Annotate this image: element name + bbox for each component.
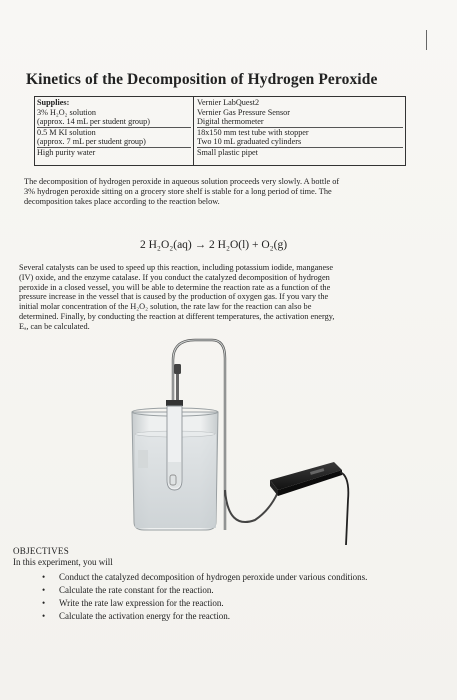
objectives-intro: In this experiment, you will	[13, 557, 113, 567]
supplies-item: (approx. 7 mL per student group)	[37, 137, 191, 148]
objective-text: Write the rate law expression for the reaction.	[59, 598, 224, 608]
paragraph-line: 3% hydrogen peroxide sitting on a grocery store shelf is stable for a long period of time. The	[24, 186, 332, 196]
objective-text: Calculate the rate constant for the reaction.	[59, 585, 214, 595]
supplies-item: (approx. 14 mL per student group)	[37, 117, 191, 128]
bullet: •	[42, 585, 46, 595]
paragraph-line: (IV) oxide, and the enzyme catalase. If you conduct the catalyzed decomposition of hydrogen	[19, 272, 330, 282]
lab-apparatus-illustration	[120, 330, 350, 545]
paragraph-line: pressure increase in the vessel that is caused by the production of oxygen gas. If you vary the	[19, 292, 329, 302]
objectives-list	[42, 571, 367, 623]
supplies-item: Small plastic pipet	[197, 147, 258, 157]
bullet: •	[42, 572, 46, 582]
supplies-item: High purity water	[37, 147, 96, 157]
objective-item	[42, 584, 367, 597]
supplies-item: Digital thermometer	[197, 117, 403, 128]
supplies-item: 3% H₂O₂ solution	[37, 107, 96, 117]
paragraph-line: The decomposition of hydrogen peroxide in aqueous solution proceeds very slowly. A bottle of	[24, 177, 340, 186]
bullet: •	[42, 611, 46, 621]
objective-item	[42, 597, 367, 610]
body-paragraph	[19, 263, 334, 332]
objective-text: Conduct the catalyzed decomposition of hydrogen peroxide under various conditions.	[59, 572, 368, 582]
supplies-table	[34, 96, 406, 166]
supplies-item: 0.5 M KI solution	[37, 127, 96, 137]
paragraph-line: Several catalysts can be used to speed up this reaction, including potassium iodide, manganese	[19, 263, 334, 272]
page-title: Kinetics of the Decomposition of Hydrogen Peroxide	[26, 71, 378, 88]
gas-pressure-sensor	[270, 462, 342, 496]
paragraph-line: initial molar concentration of the H₂O₂ solution, the rate law for the reaction can also be	[19, 302, 312, 312]
supplies-item: Two 10 mL graduated cylinders	[197, 137, 403, 148]
supplies-column-equipment	[194, 97, 405, 165]
objective-item	[42, 571, 367, 584]
intro-paragraph	[24, 177, 339, 206]
paragraph-line: peroxide in a closed vessel, you will be able to determine the reaction rate as a function of the	[19, 282, 331, 292]
sensor-cable	[340, 472, 348, 545]
supplies-item: 18x150 mm test tube with stopper	[197, 127, 309, 137]
bullet: •	[42, 598, 46, 608]
paragraph-line: determined. Finally, by conducting the reaction at different temperatures, the activation energy,	[19, 311, 335, 321]
supplies-heading: Supplies:	[37, 98, 70, 107]
sensor-tubing	[225, 490, 278, 522]
supplies-item: Vernier Gas Pressure Sensor	[197, 107, 290, 117]
paragraph-line: decomposition takes place according to the reaction below.	[24, 196, 220, 206]
test-tube	[166, 400, 183, 490]
paragraph-line: Eₐ, can be calculated.	[19, 321, 90, 331]
objective-text: Calculate the activation energy for the reaction.	[59, 611, 231, 621]
objective-item	[42, 610, 367, 623]
supplies-item: Vernier LabQuest2	[197, 98, 260, 107]
objectives-heading: OBJECTIVES	[13, 546, 70, 556]
margin-mark	[426, 30, 427, 50]
reaction-equation: 2 H₂O₂(aq) → 2 H₂O(l) + O₂(g)	[140, 239, 288, 251]
supplies-column-reagents	[35, 97, 194, 165]
